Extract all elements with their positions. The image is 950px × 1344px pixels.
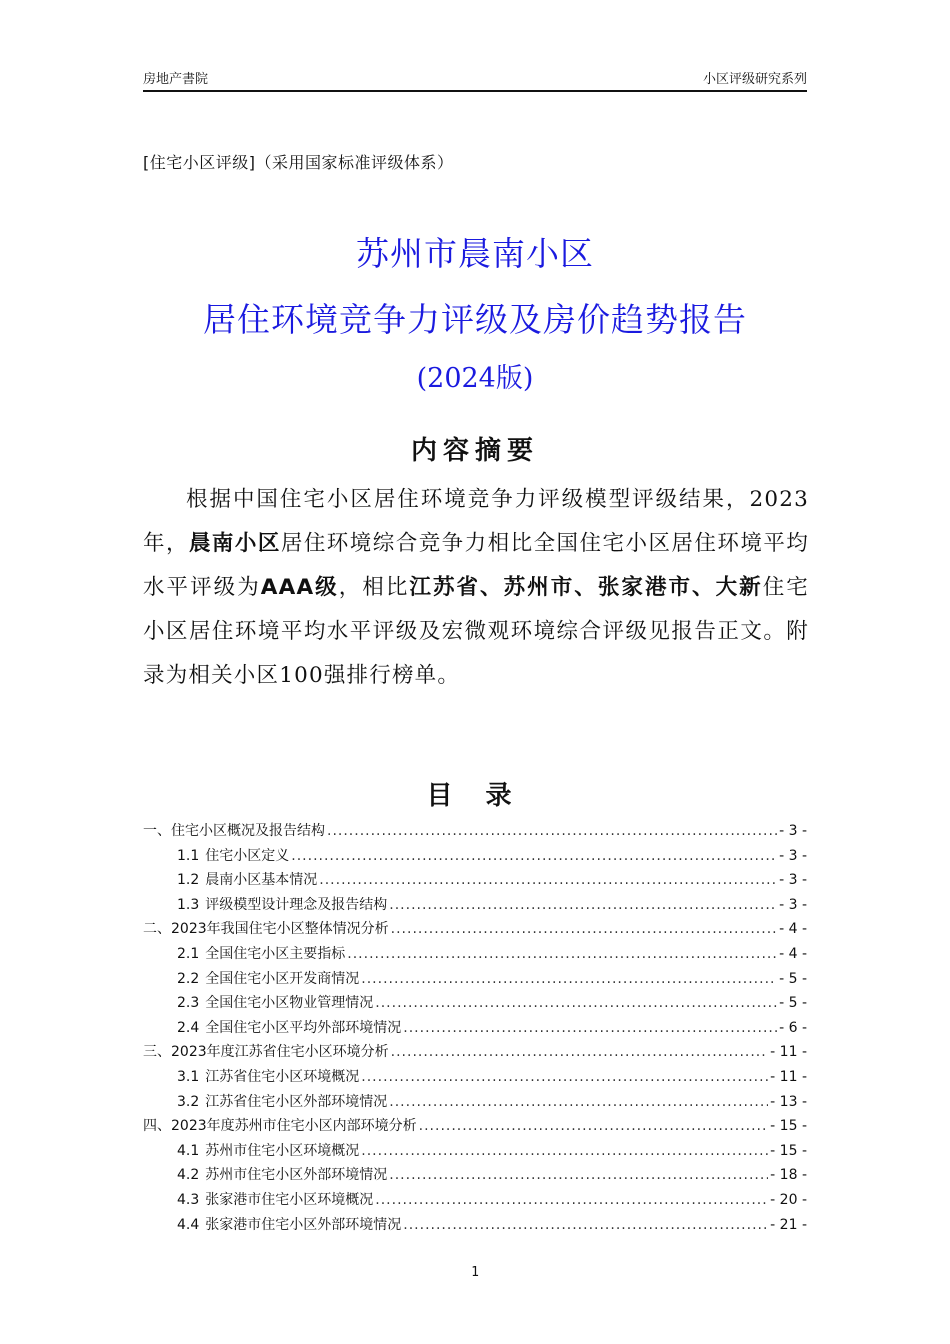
- toc-entry-title: 2023年度江苏省住宅小区环境分析: [171, 1044, 389, 1061]
- toc-entry-page: - 11 -: [770, 1068, 807, 1085]
- toc-heading: 目 录: [426, 781, 524, 811]
- toc-entry[interactable]: [143, 1164, 807, 1189]
- abstract-text: ，相比: [338, 575, 410, 600]
- toc-entry-page: - 15 -: [770, 1142, 807, 1159]
- toc-entry-page: - 15 -: [770, 1118, 807, 1135]
- abstract-emphasis: 晨南小区: [188, 531, 281, 556]
- toc-entry-title: 张家港市住宅小区外部环境情况: [205, 1216, 402, 1233]
- toc-entry[interactable]: [143, 968, 807, 993]
- toc-entry-title: 2023年我国住宅小区整体情况分析: [171, 921, 389, 938]
- toc-entry-number: 1.3: [177, 896, 200, 913]
- toc-leader-dots: [291, 848, 777, 864]
- toc-entry-page: - 3 -: [779, 896, 807, 913]
- toc-entry-title: 住宅小区概况及报告结构: [171, 823, 325, 839]
- toc-entry-title: 全国住宅小区主要指标: [205, 945, 346, 962]
- toc-entry-number: 1.2: [177, 872, 200, 889]
- toc-entry-number: 3.2: [177, 1093, 200, 1110]
- toc-entry-number: 一、: [143, 823, 171, 839]
- toc-entry-title: 张家港市住宅小区环境概况: [205, 1191, 374, 1208]
- toc-entry-title: 苏州市住宅小区环境概况: [205, 1142, 360, 1159]
- table-of-contents: [143, 820, 807, 1238]
- report-title-line-2: 居住环境竞争力评级及房价趋势报告: [203, 300, 747, 339]
- abstract-text: 住宅小区居住环境平均水平评级及宏微观环境综合评级见报告正文。附录为相关小区100强排行榜单。: [143, 575, 809, 688]
- toc-leader-dots: [347, 946, 777, 962]
- toc-entry[interactable]: [143, 943, 807, 968]
- toc-entry-number: 2.1: [177, 945, 200, 962]
- toc-entry-number: 4.2: [177, 1167, 200, 1184]
- toc-entry[interactable]: [143, 1017, 807, 1042]
- toc-entry-number: 三、: [143, 1044, 171, 1061]
- toc-entry-title: 晨南小区基本情况: [205, 872, 318, 889]
- header-publisher: 房地产書院: [143, 72, 209, 87]
- toc-entry-number: 4.1: [177, 1142, 200, 1159]
- toc-entry-title: 评级模型设计理念及报告结构: [205, 896, 388, 913]
- toc-entry[interactable]: [143, 820, 807, 845]
- toc-entry-title: 全国住宅小区物业管理情况: [205, 995, 374, 1012]
- toc-entry-number: 2.2: [177, 970, 200, 987]
- toc-entry-title: 苏州市住宅小区外部环境情况: [205, 1167, 388, 1184]
- page-number: 1: [471, 1265, 479, 1280]
- toc-entry-title: 住宅小区定义: [205, 847, 290, 864]
- report-title-line-1: 苏州市晨南小区: [356, 234, 594, 273]
- toc-entry-page: - 3 -: [779, 823, 807, 839]
- toc-entry-page: - 3 -: [779, 872, 807, 889]
- toc-entry[interactable]: [143, 894, 807, 919]
- toc-entry[interactable]: [143, 869, 807, 894]
- toc-entry-page: - 4 -: [779, 921, 807, 938]
- toc-leader-dots: [327, 823, 777, 839]
- toc-leader-dots: [419, 1118, 769, 1134]
- toc-entry[interactable]: [143, 1041, 807, 1066]
- toc-leader-dots: [375, 1192, 768, 1208]
- abstract-text: 居住环境综合竞争力相比全国住宅小区居住环境平均水平评级为: [143, 531, 809, 600]
- toc-entry-title: 江苏省住宅小区外部环境情况: [205, 1093, 388, 1110]
- toc-entry-number: 4.3: [177, 1191, 200, 1208]
- abstract-text: 根据中国住宅小区居住环境竞争力评级模型评级结果，2023年，: [143, 487, 809, 556]
- toc-entry-page: - 18 -: [770, 1167, 807, 1184]
- toc-leader-dots: [361, 1069, 768, 1085]
- abstract-emphasis: 江苏省、苏州市、张家港市、大新: [409, 575, 763, 600]
- toc-entry[interactable]: [143, 1115, 807, 1140]
- toc-leader-dots: [403, 1020, 777, 1036]
- toc-leader-dots: [403, 1217, 768, 1233]
- toc-entry-title: 江苏省住宅小区环境概况: [205, 1068, 360, 1085]
- toc-entry[interactable]: [143, 1066, 807, 1091]
- toc-entry-number: 2.4: [177, 1019, 200, 1036]
- toc-entry-page: - 20 -: [770, 1191, 807, 1208]
- toc-entry-title: 全国住宅小区平均外部环境情况: [205, 1019, 402, 1036]
- toc-entry-page: - 4 -: [779, 945, 807, 962]
- toc-leader-dots: [391, 921, 777, 937]
- toc-entry[interactable]: [143, 992, 807, 1017]
- page-header: [143, 66, 807, 92]
- toc-leader-dots: [389, 1094, 768, 1110]
- toc-entry-number: 四、: [143, 1118, 171, 1135]
- abstract-body: [143, 478, 809, 698]
- toc-leader-dots: [391, 1044, 769, 1060]
- toc-leader-dots: [389, 1167, 768, 1183]
- toc-leader-dots: [361, 971, 777, 987]
- toc-leader-dots: [389, 897, 777, 913]
- header-series: 小区评级研究系列: [702, 72, 807, 87]
- toc-leader-dots: [375, 995, 777, 1011]
- abstract-emphasis: AAA级: [260, 575, 339, 600]
- toc-entry-title: 2023年度苏州市住宅小区内部环境分析: [171, 1118, 417, 1135]
- toc-entry-number: 二、: [143, 921, 171, 938]
- toc-entry[interactable]: [143, 918, 807, 943]
- abstract-heading: 内容摘要: [410, 436, 539, 466]
- toc-entry-number: 2.3: [177, 995, 200, 1012]
- toc-entry-page: - 3 -: [779, 847, 807, 864]
- toc-leader-dots: [319, 872, 777, 888]
- toc-entry[interactable]: [143, 1140, 807, 1165]
- toc-entry[interactable]: [143, 1091, 807, 1116]
- report-edition: (2024版): [416, 363, 534, 394]
- toc-entry-page: - 11 -: [770, 1044, 807, 1061]
- toc-entry-page: - 5 -: [779, 995, 807, 1012]
- toc-entry-page: - 13 -: [770, 1093, 807, 1110]
- toc-entry-number: 3.1: [177, 1068, 200, 1085]
- toc-entry[interactable]: [143, 1214, 807, 1239]
- toc-entry-page: - 5 -: [779, 970, 807, 987]
- toc-entry-page: - 21 -: [770, 1216, 807, 1233]
- toc-entry-page: - 6 -: [779, 1019, 807, 1036]
- toc-entry[interactable]: [143, 845, 807, 870]
- toc-entry-number: 4.4: [177, 1216, 200, 1233]
- toc-entry-number: 1.1: [177, 847, 200, 864]
- toc-entry-title: 全国住宅小区开发商情况: [205, 970, 360, 987]
- toc-entry[interactable]: [143, 1189, 807, 1214]
- report-category: [住宅小区评级]（采用国家标准评级体系）: [143, 153, 454, 172]
- toc-leader-dots: [361, 1143, 768, 1159]
